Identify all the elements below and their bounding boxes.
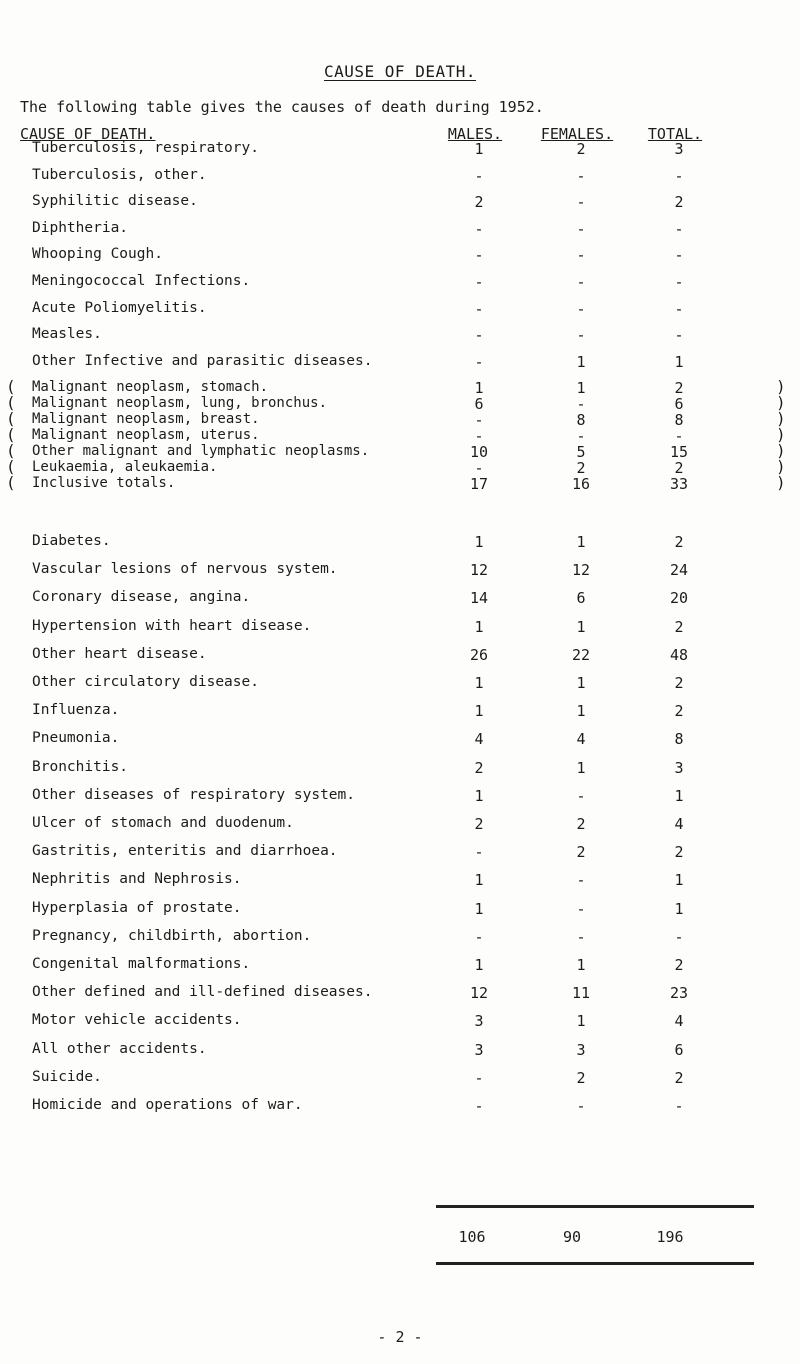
females-value: - xyxy=(576,871,586,890)
males-value: 1 xyxy=(474,617,484,636)
table-row xyxy=(20,815,780,837)
table-row xyxy=(20,759,780,781)
bracket-left: ( xyxy=(6,473,16,492)
females-value: 2 xyxy=(576,140,586,158)
females-value: - xyxy=(576,219,586,238)
cause-label: Bronchitis. xyxy=(32,758,129,775)
bracket-right: ) xyxy=(776,377,786,396)
females-value: - xyxy=(576,1097,586,1115)
total-value: 2 xyxy=(674,1068,684,1087)
table-row xyxy=(20,300,780,322)
total-value: 4 xyxy=(674,1012,684,1031)
bracket-left: ( xyxy=(6,441,16,460)
total-value: 2 xyxy=(674,617,684,636)
females-value: - xyxy=(576,166,586,185)
males-value: 1 xyxy=(474,674,484,692)
header-cause: CAUSE OF DEATH. xyxy=(20,125,156,143)
females-value: - xyxy=(576,927,586,946)
total-value: - xyxy=(674,299,684,318)
cause-label: Malignant neoplasm, stomach. xyxy=(32,379,269,395)
total-females: 90 xyxy=(562,1228,582,1246)
cause-label: Tuberculosis, other. xyxy=(32,166,207,183)
males-value: 1 xyxy=(474,786,484,805)
total-value: - xyxy=(674,927,684,946)
cause-label: Other circulatory disease. xyxy=(32,674,259,690)
cause-label: Other diseases of respiratory system. xyxy=(32,786,356,803)
bracket-right: ) xyxy=(776,393,786,412)
males-value: 2 xyxy=(474,815,484,833)
total-value: 23 xyxy=(669,984,689,1003)
cause-label: Other malignant and lymphatic neoplasms. xyxy=(32,443,370,459)
cause-label: Hypertension with heart disease. xyxy=(32,617,312,634)
females-value: 1 xyxy=(576,379,586,397)
cause-label: Motor vehicle accidents. xyxy=(32,1012,242,1029)
total-value: 1 xyxy=(674,871,684,890)
total-value: 1 xyxy=(674,352,684,371)
females-value: 1 xyxy=(576,758,586,777)
males-value: - xyxy=(474,1097,484,1115)
females-value: - xyxy=(576,299,586,318)
females-value: 1 xyxy=(576,956,586,974)
males-value: 1 xyxy=(474,871,484,890)
cause-label: Acute Poliomyelitis. xyxy=(32,299,207,316)
table-row xyxy=(20,273,780,295)
males-value: - xyxy=(474,411,484,429)
table-row xyxy=(20,702,780,724)
bracket-right: ) xyxy=(776,425,786,444)
header-males: MALES. xyxy=(447,125,503,143)
total-males: 106 xyxy=(458,1228,486,1246)
total-value: 20 xyxy=(669,589,689,608)
females-value: 16 xyxy=(571,475,591,493)
males-value: - xyxy=(474,299,484,318)
females-value: 1 xyxy=(576,1012,586,1031)
cause-label: Measles. xyxy=(32,326,102,343)
total-value: 1 xyxy=(674,786,684,805)
cause-label: Influenza. xyxy=(32,702,120,719)
females-value: 2 xyxy=(576,459,586,477)
females-value: 6 xyxy=(576,589,586,608)
males-value: - xyxy=(474,459,484,477)
cause-label: Tuberculosis, respiratory. xyxy=(32,140,259,156)
males-value: - xyxy=(474,1068,484,1087)
total-value: 2 xyxy=(674,193,684,212)
total-rule-bottom xyxy=(436,1262,754,1265)
males-value: - xyxy=(474,166,484,185)
bracket-right: ) xyxy=(776,457,786,476)
cause-label: Meningococcal Infections. xyxy=(32,273,251,289)
males-value: 1 xyxy=(474,702,484,721)
females-value: 3 xyxy=(576,1040,586,1059)
table-row xyxy=(20,646,780,668)
females-value: - xyxy=(576,246,586,265)
table-row xyxy=(20,220,780,242)
females-value: - xyxy=(576,427,586,445)
total-value: 1 xyxy=(674,899,684,918)
table-row xyxy=(20,984,780,1006)
total-value: 8 xyxy=(674,730,684,749)
table-row xyxy=(20,843,780,865)
total-value: 2 xyxy=(674,379,684,397)
total-value: 2 xyxy=(674,956,684,974)
total-value: 8 xyxy=(674,411,684,429)
bracket-right: ) xyxy=(776,409,786,428)
total-value: 6 xyxy=(674,395,684,413)
table-row xyxy=(20,674,780,696)
cause-label: Hyperplasia of prostate. xyxy=(32,899,242,916)
cause-label: Malignant neoplasm, uterus. xyxy=(32,427,260,443)
cause-label: Coronary disease, angina. xyxy=(32,589,251,606)
females-value: 8 xyxy=(576,411,586,429)
females-value: 1 xyxy=(576,702,586,721)
cause-label: Syphilitic disease. xyxy=(32,193,198,210)
total-value: - xyxy=(674,427,684,445)
males-value: - xyxy=(474,326,484,345)
cause-label: Other defined and ill-defined diseases. xyxy=(32,984,373,1001)
females-value: 2 xyxy=(576,815,586,833)
cause-label: Diphtheria. xyxy=(32,219,129,236)
table-row xyxy=(20,1012,780,1034)
table-row xyxy=(20,1069,780,1091)
males-value: - xyxy=(474,352,484,371)
header-females: FEMALES. xyxy=(540,125,614,143)
total-value: - xyxy=(674,219,684,238)
bracket-left: ( xyxy=(6,409,16,428)
cause-label: Vascular lesions of nervous system. xyxy=(32,561,338,578)
total-value: 2 xyxy=(674,674,684,692)
table-row xyxy=(20,1041,780,1063)
females-value: 1 xyxy=(576,352,586,371)
males-value: 6 xyxy=(474,395,484,413)
cause-label: Malignant neoplasm, breast. xyxy=(32,411,260,427)
males-value: - xyxy=(474,219,484,238)
cause-label: Pregnancy, childbirth, abortion. xyxy=(32,927,312,944)
bracket-right: ) xyxy=(776,441,786,460)
table-row xyxy=(20,561,780,583)
table-row xyxy=(20,956,780,978)
males-value: - xyxy=(474,843,484,862)
cause-label: Other Infective and parasitic diseases. xyxy=(32,352,373,369)
total-value: 2 xyxy=(674,843,684,862)
table-row xyxy=(20,871,780,893)
total-value: 4 xyxy=(674,815,684,833)
page-title: CAUSE OF DEATH. xyxy=(324,62,476,81)
females-value: - xyxy=(576,273,586,291)
cause-label: Homicide and operations of war. xyxy=(32,1097,303,1113)
cause-label: Nephritis and Nephrosis. xyxy=(32,871,242,888)
cause-label: Leukaemia, aleukaemia. xyxy=(32,459,218,475)
bracket-left: ( xyxy=(6,425,16,444)
cause-label: Inclusive totals. xyxy=(32,475,176,491)
males-value: - xyxy=(474,427,484,445)
males-value: 12 xyxy=(469,561,489,580)
table-row xyxy=(20,533,780,555)
males-value: 1 xyxy=(474,899,484,918)
total-value: - xyxy=(674,166,684,185)
table-row xyxy=(20,193,780,215)
females-value: - xyxy=(576,395,586,413)
females-value: 2 xyxy=(576,843,586,862)
total-value: 3 xyxy=(674,140,684,158)
table-row xyxy=(20,900,780,922)
table-row xyxy=(20,928,780,950)
cause-label: Pneumonia. xyxy=(32,730,120,747)
total-value: 15 xyxy=(669,443,689,461)
cause-label: Malignant neoplasm, lung, bronchus. xyxy=(32,395,328,411)
neoplasm-row xyxy=(6,473,786,497)
males-value: - xyxy=(474,927,484,946)
header-total: TOTAL. xyxy=(647,125,703,143)
total-value: - xyxy=(674,273,684,291)
females-value: 22 xyxy=(571,645,591,664)
males-value: 3 xyxy=(474,1012,484,1031)
males-value: 14 xyxy=(469,589,489,608)
cause-label: Other heart disease. xyxy=(32,645,207,662)
females-value: 1 xyxy=(576,533,586,551)
table-row xyxy=(20,618,780,640)
total-value: 2 xyxy=(674,459,684,477)
males-value: 1 xyxy=(474,379,484,397)
males-value: 26 xyxy=(469,645,489,664)
males-value: 1 xyxy=(474,956,484,974)
total-value: - xyxy=(674,326,684,345)
females-value: - xyxy=(576,786,586,805)
females-value: - xyxy=(576,899,586,918)
females-value: 11 xyxy=(571,984,591,1003)
total-value: 6 xyxy=(674,1040,684,1059)
females-value: - xyxy=(576,193,586,212)
total-all: 196 xyxy=(656,1228,684,1246)
males-value: 12 xyxy=(469,984,489,1003)
total-value: - xyxy=(674,246,684,265)
table-row xyxy=(20,1097,780,1119)
table-row xyxy=(20,353,780,375)
males-value: 1 xyxy=(474,140,484,158)
males-value: 3 xyxy=(474,1040,484,1059)
cause-label: Whooping Cough. xyxy=(32,246,163,263)
females-value: 2 xyxy=(576,1068,586,1087)
table-row xyxy=(20,246,780,268)
total-rule-top xyxy=(436,1205,754,1208)
total-value: - xyxy=(674,1097,684,1115)
total-value: 2 xyxy=(674,702,684,721)
table-row xyxy=(20,787,780,809)
bracket-left: ( xyxy=(6,457,16,476)
females-value: 5 xyxy=(576,443,586,461)
females-value: - xyxy=(576,326,586,345)
males-value: - xyxy=(474,273,484,291)
females-value: 12 xyxy=(571,561,591,580)
bracket-left: ( xyxy=(6,393,16,412)
total-value: 33 xyxy=(669,475,689,493)
cause-label: Ulcer of stomach and duodenum. xyxy=(32,815,294,831)
total-value: 2 xyxy=(674,533,684,551)
males-value: 2 xyxy=(474,193,484,212)
males-value: 1 xyxy=(474,533,484,551)
table-row xyxy=(20,167,780,189)
males-value: 17 xyxy=(469,475,489,493)
bracket-left: ( xyxy=(6,377,16,396)
females-value: 4 xyxy=(576,730,586,749)
males-value: 10 xyxy=(469,443,489,461)
bracket-right: ) xyxy=(776,473,786,492)
cause-label: Gastritis, enteritis and diarrhoea. xyxy=(32,843,338,860)
cause-label: All other accidents. xyxy=(32,1040,207,1057)
table-row xyxy=(20,326,780,348)
total-value: 3 xyxy=(674,758,684,777)
females-value: 1 xyxy=(576,674,586,692)
cause-label: Congenital malformations. xyxy=(32,956,251,972)
table-row xyxy=(20,589,780,611)
cause-label: Diabetes. xyxy=(32,533,111,549)
page-number: - 2 - xyxy=(377,1328,423,1346)
cause-label: Suicide. xyxy=(32,1068,102,1085)
table-row xyxy=(20,140,780,162)
females-value: 1 xyxy=(576,617,586,636)
total-value: 48 xyxy=(669,645,689,664)
table-row xyxy=(20,730,780,752)
males-value: - xyxy=(474,246,484,265)
intro-text: The following table gives the causes of death during 1952. xyxy=(20,98,544,116)
total-value: 24 xyxy=(669,561,689,580)
males-value: 2 xyxy=(474,758,484,777)
males-value: 4 xyxy=(474,730,484,749)
